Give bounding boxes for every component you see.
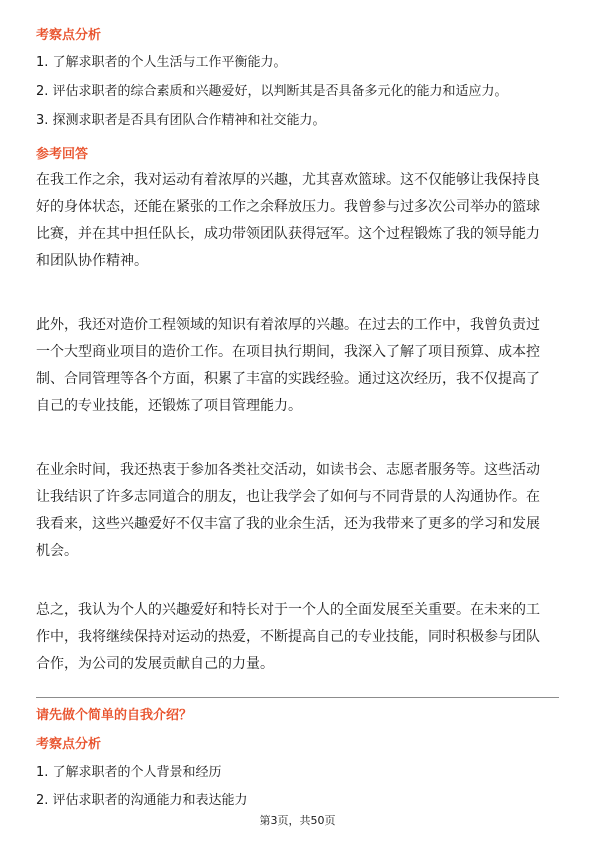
paragraph-line: 一个大型商业项目的造价工作。在项目执行期间，我深入了解了项目预算、成本控: [36, 344, 540, 360]
list-item: 2. 评估求职者的综合素质和兴趣爱好，以判断其是否具备多元化的能力和适应力。: [36, 84, 508, 99]
answer-paragraph: [36, 597, 559, 678]
paragraph-line: 作中，我将继续保持对运动的热爱，不断提高自己的专业技能，同时积极参与团队: [36, 629, 540, 645]
paragraph-line: 在我工作之余，我对运动有着浓厚的兴趣，尤其喜欢篮球。这不仅能够让我保持良: [36, 172, 540, 188]
section-divider: [36, 697, 559, 698]
answer-paragraph: [36, 167, 559, 275]
list-item: 3. 探测求职者是否具有团队合作精神和社交能力。: [36, 113, 326, 128]
paragraph-line: 此外，我还对造价工程领域的知识有着浓厚的兴趣。在过去的工作中，我曾负责过: [36, 317, 540, 333]
paragraph-line: 我看来，这些兴趣爱好不仅丰富了我的业余生活，还为我带来了更多的学习和发展: [36, 516, 540, 532]
section-heading-analysis: 考察点分析: [36, 737, 102, 752]
list-item: 2. 评估求职者的沟通能力和表达能力: [36, 793, 248, 808]
paragraph-line: 合作，为公司的发展贡献自己的力量。: [36, 656, 274, 672]
page-number: 第3页，共50页: [259, 814, 336, 827]
answer-paragraph: [36, 312, 559, 420]
paragraph-line: 和团队协作精神。: [36, 253, 148, 269]
section-heading-analysis: 考察点分析: [36, 28, 102, 43]
paragraph-line: 好的身体状态，还能在紧张的工作之余释放压力。我曾参与过多次公司举办的篮球: [36, 199, 540, 215]
paragraph-line: 自己的专业技能，还锻炼了项目管理能力。: [36, 398, 302, 414]
paragraph-line: 机会。: [36, 543, 78, 559]
list-item: 1. 了解求职者的个人背景和经历: [36, 765, 222, 780]
question-title: 请先做个简单的自我介绍？: [36, 708, 193, 723]
paragraph-line: 让我结识了许多志同道合的朋友，也让我学会了如何与不同背景的人沟通协作。在: [36, 489, 540, 505]
paragraph-line: 比赛，并在其中担任队长，成功带领团队获得冠军。这个过程锻炼了我的领导能力: [36, 226, 540, 242]
paragraph-line: 制、合同管理等各个方面，积累了丰富的实践经验。通过这次经历，我不仅提高了: [36, 371, 540, 387]
answer-paragraph: [36, 457, 559, 565]
paragraph-line: 总之，我认为个人的兴趣爱好和特长对于一个人的全面发展至关重要。在未来的工: [36, 602, 540, 618]
paragraph-line: 在业余时间，我还热衷于参加各类社交活动，如读书会、志愿者服务等。这些活动: [36, 462, 540, 478]
list-item: 1. 了解求职者的个人生活与工作平衡能力。: [36, 55, 287, 70]
section-heading-answer: 参考回答: [36, 147, 89, 162]
